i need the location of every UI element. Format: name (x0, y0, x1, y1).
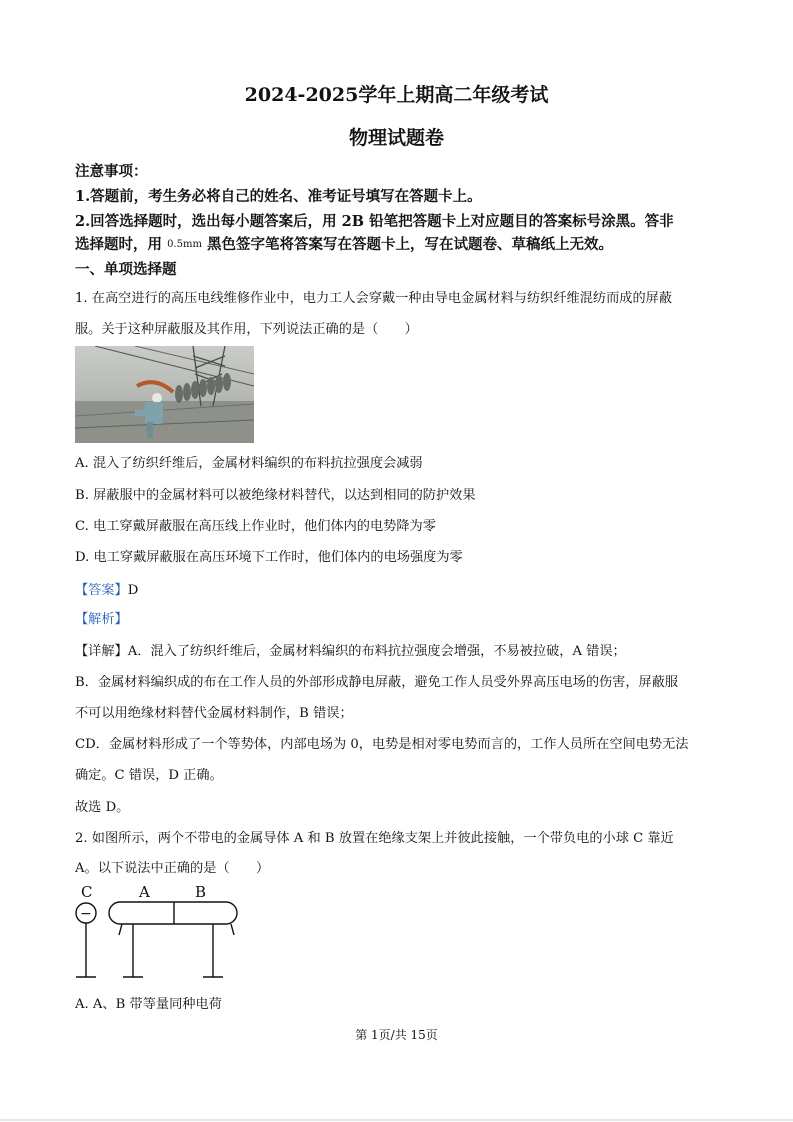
detail-line-1: 【详解】A．混入了纺织纤维后，金属材料编织的布料抗拉强度会增强，不易被拉破，A 错误； (75, 644, 626, 659)
analysis-tag: 【解析】 (75, 612, 128, 627)
detail-line-6: 故选 D。 (75, 800, 130, 815)
detail-line-5: 确定。C 错误，D 正确。 (75, 768, 223, 783)
exam-subtitle: 物理试题卷 (348, 127, 444, 149)
answer-value: D (127, 583, 139, 598)
notes-item-2-line-1: 2.回答选择题时，选出每小题答案后，用 2B 铅笔把答题卡上对应题目的答案标号涂黑。答非 (75, 213, 674, 230)
q2-stem-line-2: A。以下说法中正确的是（ ） (75, 861, 270, 876)
notes-item-2-mm: 0.5mm (167, 239, 202, 250)
charge-sign: − (80, 906, 92, 922)
section-heading: 一、单项选择题 (75, 261, 177, 278)
label-b: B (195, 883, 207, 901)
notes-item-2-line-2 (75, 233, 613, 254)
page-footer: 第 1页/共 15页 (355, 1028, 438, 1042)
label-c: C (81, 883, 93, 901)
q1-option-b: B. 屏蔽服中的金属材料可以被绝缘材料替代，以达到相同的防护效果 (75, 488, 476, 503)
notes-heading: 注意事项： (75, 163, 148, 180)
detail-line-3: 不可以用绝缘材料替代金属材料制作，B 错误； (75, 706, 353, 721)
q2-stem-line-1: 2. 如图所示，两个不带电的金属导体 A 和 B 放置在绝缘支架上并彼此接触，一个带负电的小球 C 靠近 (75, 831, 674, 846)
q1-option-c: C. 电工穿戴屏蔽服在高压线上作业时，他们体内的电势降为零 (75, 519, 436, 534)
label-a: A (139, 883, 150, 901)
answer-tag: 【答案】 (75, 583, 128, 598)
exam-title: 2024-2025学年上期高二年级考试 (244, 84, 549, 106)
notes-item-2-pre: 选择题时，用 (75, 236, 162, 253)
q1-answer (75, 579, 138, 598)
q1-stem-line-1: 1. 在高空进行的高压电线维修作业中，电力工人会穿戴一种由导电金属材料与纺织纤维混纺而成的屏蔽 (75, 291, 673, 306)
notes-item-1: 1.答题前，考生务必将自己的姓名、准考证号填写在答题卡上。 (75, 188, 482, 205)
detail-line-2: B．金属材料编织成的布在工作人员的外部形成静电屏蔽，避免工作人员受外界高压电场的伤害，屏蔽服 (75, 675, 679, 690)
conductors-ab (109, 902, 237, 924)
q1-option-a: A. 混入了纺织纤维后，金属材料编织的布料抗拉强度会减弱 (75, 456, 423, 471)
bottom-divider (0, 1119, 793, 1121)
q2-figure-conductors (70, 880, 245, 988)
detail-line-4: CD．金属材料形成了一个等势体，内部电场为 0，电势是相对零电势而言的，工作人员所在空间电势无法 (75, 737, 689, 752)
q1-stem-line-2: 服。关于这种屏蔽服及其作用，下列说法正确的是（ ） (75, 322, 418, 337)
q1-option-d: D. 电工穿戴屏蔽服在高压环境下工作时，他们体内的电场强度为零 (75, 550, 463, 565)
q2-option-a: A. A、B 带等量同种电荷 (75, 997, 222, 1012)
notes-item-2-post: 黑色签字笔将答案写在答题卡上，写在试题卷、草稿纸上无效。 (207, 236, 613, 253)
q1-photo-lineman (75, 346, 254, 443)
